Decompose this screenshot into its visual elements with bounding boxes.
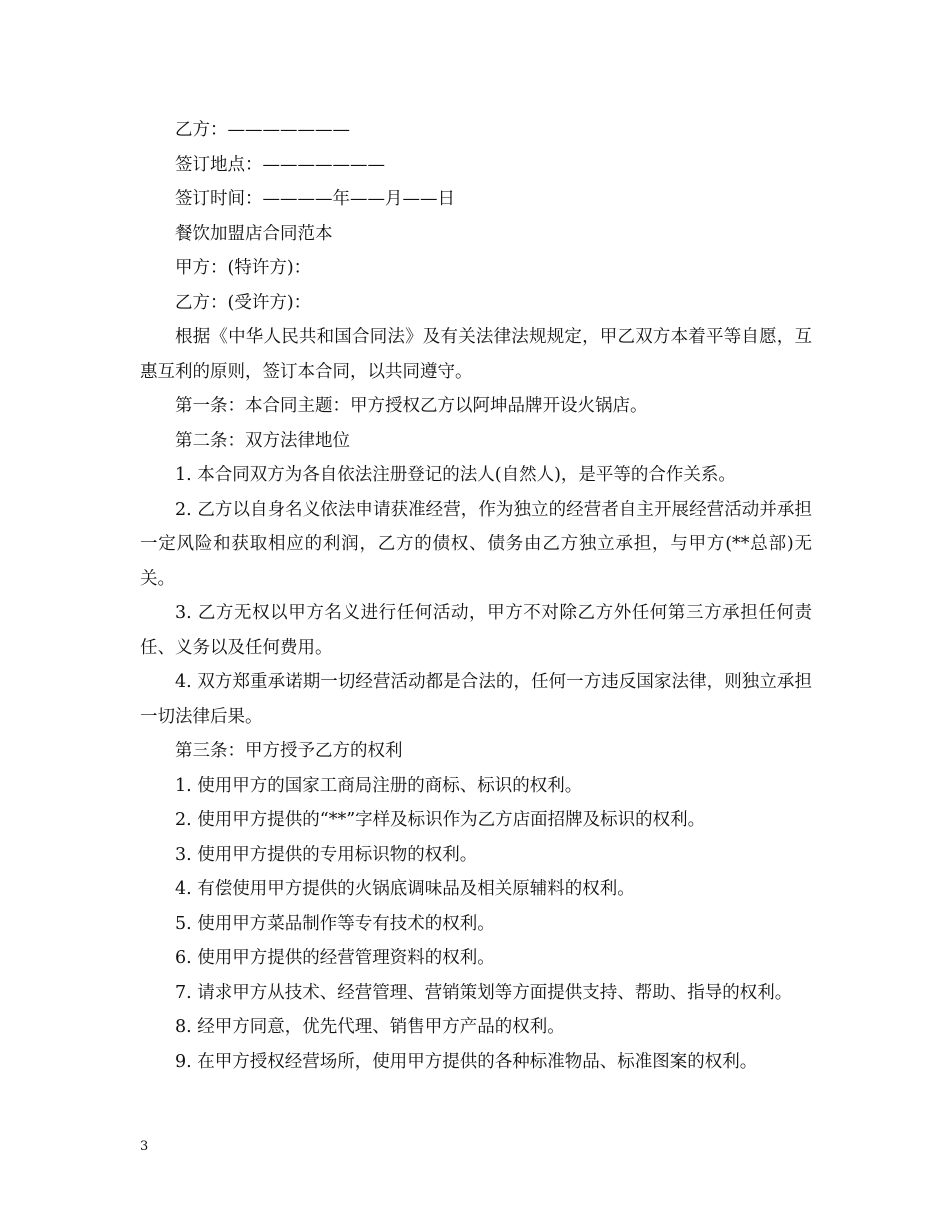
article-2-item-4: 4. 双方郑重承诺期一切经营活动都是合法的，任何一方违反国家法律，则独立承担一切法律后果。 [140,672,812,727]
article-3-item-3: 3. 使用甲方提供的专用标识物的权利。 [175,844,478,865]
article-2-item-2: 2. 乙方以自身名义依法申请获准经营，作为独立的经营者自主开展经营活动并承担一定风险和获取相应的利润，乙方的债权、债务由乙方独立承担，与甲方(**总部)无关。 [140,499,812,589]
article-2-item-3: 3. 乙方无权以甲方名义进行任何活动，甲方不对除乙方外任何第三方承担任何责任、义务以及任何费用。 [140,603,812,658]
article-3-item-9: 9. 在甲方授权经营场所，使用甲方提供的各种标准物品、标准图案的权利。 [175,1051,758,1072]
party-b-line: 乙方：——————— [175,120,350,140]
article-1: 第一条：本合同主题：甲方授权乙方以阿坤品牌开设火锅店。 [175,396,648,416]
document-body [140,113,812,1079]
party-b-franchisee-line: 乙方：(受许方)： [175,292,312,313]
article-3-item-8: 8. 经甲方同意，优先代理、销售甲方产品的权利。 [175,1017,565,1037]
page-number: 3 [140,1139,149,1154]
article-3-item-1: 1. 使用甲方的国家工商局注册的商标、标识的权利。 [175,775,583,796]
party-a-franchisor-line: 甲方：(特许方)： [175,258,312,278]
article-3-item-6: 6. 使用甲方提供的经营管理资料的权利。 [175,948,495,968]
signing-time-line: 签订时间：————年——月——日 [175,189,455,209]
article-3-item-7: 7. 请求甲方从技术、经营管理、营销策划等方面提供支持、帮助、指导的权利。 [175,982,793,1003]
article-3-item-2: 2. 使用甲方提供的“**”字样及标识作为乙方店面招牌及标识的权利。 [175,810,706,830]
article-2-heading: 第二条：双方法律地位 [175,430,350,451]
article-3-item-5: 5. 使用甲方菜品制作等专有技术的权利。 [175,913,495,934]
article-3-item-4: 4. 有偿使用甲方提供的火锅底调味品及相关原辅料的权利。 [175,879,635,899]
contract-title: 餐饮加盟店合同范本 [175,223,333,244]
article-2-item-1: 1. 本合同双方为各自依法注册登记的法人(自然人)，是平等的合作关系。 [175,465,736,485]
article-3-heading: 第三条：甲方授予乙方的权利 [175,741,403,761]
signing-place-line: 签订地点：——————— [175,154,385,175]
preamble-paragraph: 根据《中华人民共和国合同法》及有关法律法规规定，甲乙双方本着平等自愿，互惠互利的原则，签订本合同，以共同遵守。 [140,327,812,382]
